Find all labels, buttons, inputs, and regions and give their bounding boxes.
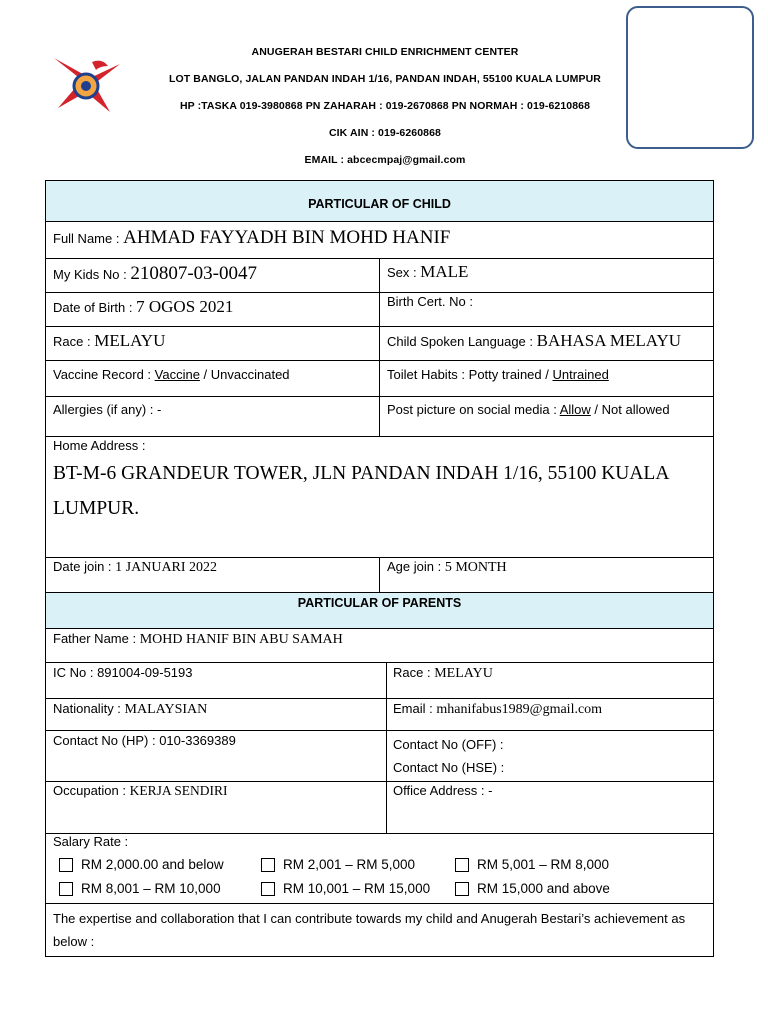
nationality-row (45, 698, 387, 731)
salary-option-1[interactable]: RM 2,000.00 and below (59, 857, 224, 872)
email-value: mhanifabus1989@gmail.com (436, 702, 603, 717)
vaccine-label: Vaccine Record : (53, 367, 155, 382)
date-join-label: Date join : (53, 559, 112, 574)
salary-option-6[interactable]: RM 15,000 and above (455, 881, 610, 896)
salary-checkbox-6[interactable] (455, 882, 469, 896)
salary-checkbox-4[interactable] (59, 882, 73, 896)
mykids-row (45, 258, 380, 293)
home-address-row (45, 436, 714, 558)
email-row (386, 698, 714, 731)
age-join-label: Age join : (387, 559, 442, 574)
allergies-row (45, 396, 380, 437)
contact-hse-label: Contact No (HSE) : (393, 760, 505, 775)
toilet-row (379, 360, 714, 397)
vaccine-row (45, 360, 380, 397)
center-email: EMAIL : abcecmpaj@gmail.com (304, 154, 466, 166)
photo-box (626, 6, 754, 149)
salary-option-3[interactable]: RM 5,001 – RM 8,000 (455, 857, 609, 872)
social-media-option-selected: Allow (559, 402, 591, 417)
salary-option-4[interactable]: RM 8,001 – RM 10,000 (59, 881, 221, 896)
occupation-value: KERJA SENDIRI (129, 783, 228, 798)
office-address-label: Office Address : - (393, 783, 493, 798)
home-address-value: BT-M-6 GRANDEUR TOWER, JLN PANDAN INDAH 1/16, 55100 KUALA LUMPUR. (53, 463, 669, 519)
salary-option-5[interactable]: RM 10,001 – RM 15,000 (261, 881, 430, 896)
social-media-row (379, 396, 714, 437)
salary-option-2[interactable]: RM 2,001 – RM 5,000 (261, 857, 415, 872)
salary-checkbox-2[interactable] (261, 858, 275, 872)
email-label: Email : (393, 701, 433, 716)
section-title-parents: PARTICULAR OF PARENTS (45, 592, 714, 629)
dob-label: Date of Birth : (53, 300, 133, 315)
nationality-value: MALAYSIAN (124, 702, 208, 717)
vaccine-option-selected: Vaccine (154, 367, 200, 382)
race-row (45, 326, 380, 361)
contact-off-label: Contact No (OFF) : (393, 737, 504, 752)
language-row (379, 326, 714, 361)
ic-label: IC No : 891004-09-5193 (53, 665, 193, 680)
expertise-text: The expertise and collaboration that I can contribute towards my child and Anugerah Bestari’s achievement as below : (53, 911, 686, 949)
toilet-option-selected: Untrained (552, 367, 609, 382)
date-join-value: 1 JANUARI 2022 (115, 560, 218, 575)
mykids-label: My Kids No : (53, 267, 127, 282)
ic-row (45, 662, 387, 699)
language-label: Child Spoken Language : (387, 334, 534, 349)
salary-checkbox-3[interactable] (455, 858, 469, 872)
center-contact-ain: CIK AIN : 019-6260868 (328, 127, 442, 139)
sex-label: Sex : (387, 265, 417, 280)
vaccine-option-rest: / Unvaccinated (199, 367, 290, 382)
salary-row (45, 833, 714, 904)
full-name-row (45, 221, 714, 259)
center-phones: HP :TASKA 019-3980868 PN ZAHARAH : 019-2670868 PN NORMAH : 019-6210868 (179, 100, 591, 112)
sex-row (379, 258, 714, 293)
sex-value: MALE (420, 262, 469, 281)
toilet-label: Toilet Habits : Potty trained / (387, 367, 553, 382)
section-title-child: PARTICULAR OF CHILD (45, 180, 714, 222)
social-media-option-rest: / Not allowed (590, 402, 670, 417)
contact-hp-label: Contact No (HP) : 010-3369389 (53, 733, 236, 748)
full-name-value: AHMAD FAYYADH BIN MOHD HANIF (123, 227, 451, 248)
center-address: LOT BANGLO, JALAN PANDAN INDAH 1/16, PANDAN INDAH, 55100 KUALA LUMPUR (169, 73, 601, 85)
parent-race-row (386, 662, 714, 699)
home-address-label: Home Address : (53, 438, 146, 453)
language-value: BAHASA MELAYU (536, 331, 682, 350)
occupation-row (45, 781, 387, 834)
date-join-row (45, 557, 380, 593)
parent-race-label: Race : (393, 665, 431, 680)
father-name-value: MOHD HANIF BIN ABU SAMAH (139, 632, 343, 647)
allergies-label: Allergies (if any) : - (53, 402, 162, 417)
father-name-row (45, 628, 714, 663)
center-name: ANUGERAH BESTARI CHILD ENRICHMENT CENTER (251, 46, 519, 58)
contact-hp-row (45, 730, 387, 782)
parent-race-value: MELAYU (434, 666, 493, 681)
dob-value: 7 OGOS 2021 (136, 297, 234, 316)
birth-cert-label: Birth Cert. No : (387, 294, 473, 309)
expertise-row (45, 903, 714, 957)
full-name-label: Full Name : (53, 231, 120, 246)
father-name-label: Father Name : (53, 631, 137, 646)
age-join-value: 5 MONTH (444, 560, 507, 575)
office-address-row (386, 781, 714, 834)
salary-checkbox-1[interactable] (59, 858, 73, 872)
contact-other-row (386, 730, 714, 782)
age-join-row (379, 557, 714, 593)
race-label: Race : (53, 334, 91, 349)
mykids-value: 210807-03-0047 (130, 263, 257, 284)
dob-row (45, 292, 380, 327)
nationality-label: Nationality : (53, 701, 121, 716)
social-media-label: Post picture on social media : (387, 402, 560, 417)
occupation-label: Occupation : (53, 783, 126, 798)
salary-label: Salary Rate : (53, 834, 129, 849)
salary-checkbox-5[interactable] (261, 882, 275, 896)
race-value: MELAYU (94, 331, 166, 350)
birth-cert-row (379, 292, 714, 327)
